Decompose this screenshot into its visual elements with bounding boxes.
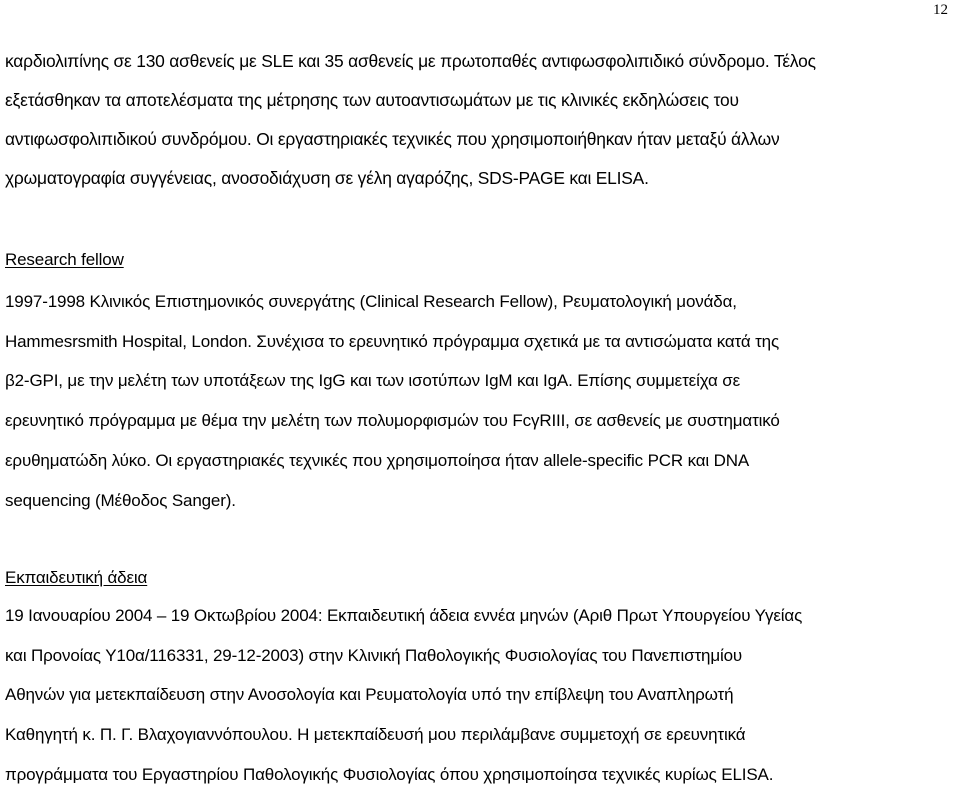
paragraph-educational-leave bbox=[5, 596, 950, 795]
text-line: β2-GPI, με την μελέτη των υποτάξεων της IgG και των ισοτύπων IgM και IgA. Επίσης συμμετείχα σε bbox=[5, 371, 741, 391]
paragraph-research-fellow bbox=[5, 282, 950, 520]
text-line: Καθηγητή κ. Π. Γ. Βλαχογιαννόπουλου. Η μετεκπαίδευσή μου περιλάμβανε συμμετοχή σε ερευνητικά bbox=[5, 725, 746, 745]
text-line: Hammesrsmith Hospital, London. Συνέχισα το ερευνητικό πρόγραμμα σχετικά με τα αντισώματα κατά της bbox=[5, 331, 780, 351]
page-number: 12 bbox=[933, 2, 948, 18]
section-heading-research-fellow: Research fellow bbox=[5, 250, 124, 269]
text-line: και Προνοίας Υ10α/116331, 29-12-2003) στην Κλινική Παθολογικής Φυσιολογίας του Πανεπιστημίου bbox=[5, 645, 743, 665]
paragraph-antiphospholipid bbox=[5, 42, 950, 198]
text-line: Αθηνών για μετεκπαίδευση στην Ανοσολογία και Ρευματολογία υπό την επίβλεψη του Αναπληρωτή bbox=[5, 685, 734, 705]
text-line: εξετάσθηκαν τα αποτελέσματα της μέτρησης των αυτοαντισωμάτων με τις κλινικές εκδηλώσεις του bbox=[5, 90, 739, 110]
text-line: ερυθηματώδη λύκο. Οι εργαστηριακές τεχνικές που χρησιμοποίησα ήταν allele-specific PCR και DNA bbox=[5, 450, 750, 470]
text-line: 19 Ιανουαρίου 2004 – 19 Οκτωβρίου 2004: Εκπαιδευτική άδεια εννέα μηνών (Αριθ Πρωτ Υπουργείου Υγείας bbox=[5, 606, 803, 625]
text-line: 1997-1998 Κλινικός Επιστημονικός συνεργάτης (Clinical Research Fellow), Ρευματολογική μονάδα, bbox=[5, 292, 737, 311]
text-line: ερευνητικό πρόγραμμα με θέμα την μελέτη των πολυμορφισμών του FcγRIII, σε ασθενείς με συστηματικό bbox=[5, 411, 780, 431]
text-line: προγράμματα του Εργαστηρίου Παθολογικής Φυσιολογίας όπου χρησιμοποίησα τεχνικές κυρίως ELISA. bbox=[5, 764, 774, 784]
text-line: αντιφωσφολιπιδικού συνδρόμου. Οι εργαστηριακές τεχνικές που χρησιμοποιήθηκαν ήταν μεταξύ άλλων bbox=[5, 129, 780, 149]
text-line: sequencing (Μέθοδος Sanger). bbox=[5, 490, 236, 510]
text-line: καρδιολιπίνης σε 130 ασθενείς με SLE και 35 ασθενείς με πρωτοπαθές αντιφωσφολιπιδικό σύνδρομο. Τέλος bbox=[5, 51, 816, 71]
text-line: χρωματογραφία συγγένειας, ανοσοδιάχυση σε γέλη αγαρόζης, SDS-PAGE και ELISA. bbox=[5, 168, 649, 188]
section-heading-educational-leave: Εκπαιδευτική άδεια bbox=[5, 568, 148, 587]
